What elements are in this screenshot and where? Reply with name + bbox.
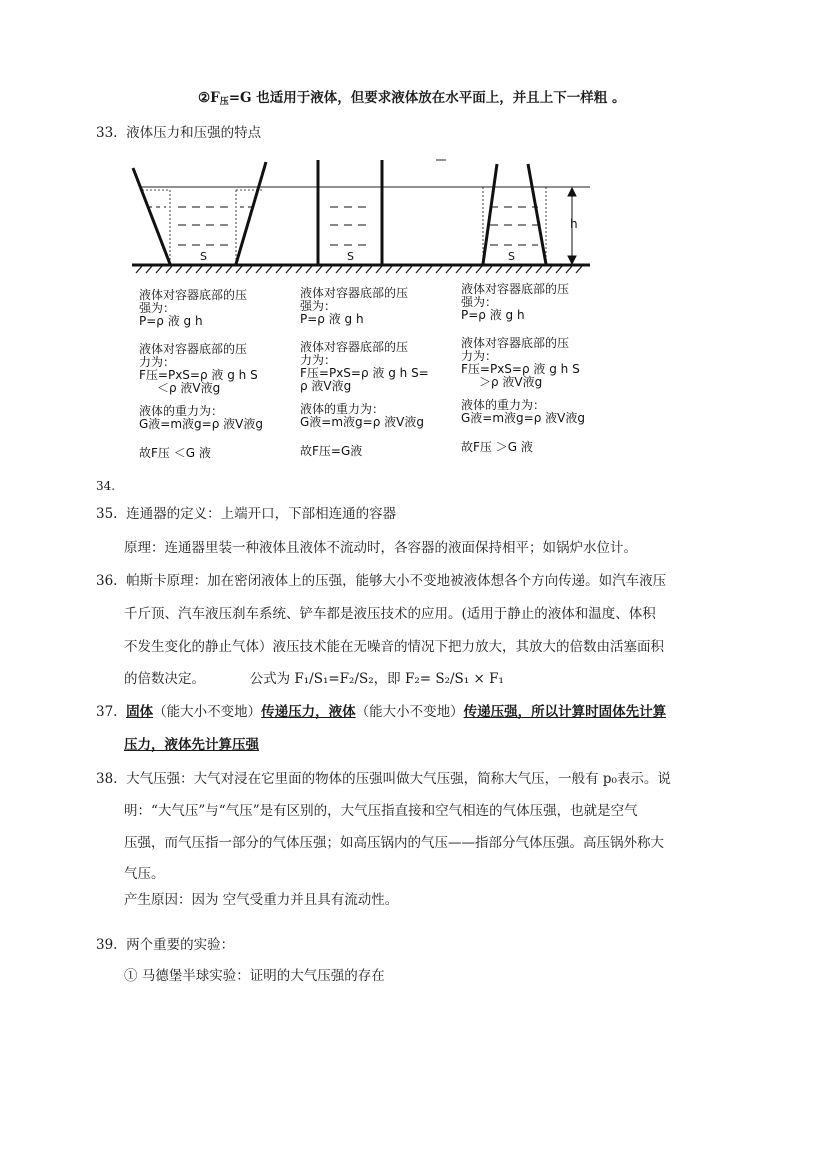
item-38-line-2: 明：“大气压”与“气压”是有区别的，大气压指直接和空气相连的气体压强，也就是空气 [124, 803, 638, 819]
item-39: 39. 两个重要的实验： [96, 937, 235, 953]
item-36-line-3: 不发生变化的静止气体）液压技术能在无噪音的情况下把力放大，其放大的倍数由活塞面积 [124, 639, 664, 655]
label-s-3: S [508, 250, 515, 263]
item-37-line-2: 压力，液体先计算压强 [124, 737, 259, 753]
item-38-cause: 产生原因：因为 空气受重力并且具有流动性。 [124, 892, 399, 908]
item-33: 33. 液体压力和压强的特点 [96, 125, 262, 141]
container-narrow-top [483, 164, 546, 264]
item-36: 36. 帕斯卡原理：加在密闭液体上的压强，能够大小不变地被液体想各个方向传递。如汽车液压 [96, 573, 667, 589]
header-note: $②F_压=G$ 也适用于液体，但要求液体放在水平面上，并且上下一样粗 。 [198, 90, 626, 107]
item-38: 38. 大气压强：大气对浸在它里面的物体的压强叫做大气压强，简称大气压，一般有 p₀表示。说 [96, 771, 671, 787]
caption-column-3: 液体对容器底部的压 强为： P=ρ 液 g h 液体对容器底部的压 力为： F压=PxS=ρ 液 g h S ＞ρ 液V液g 液体的重力为： G液=m液g=ρ 液V液g 故F压 ＞G 液 [461, 282, 585, 454]
label-s-1: S [200, 250, 207, 263]
caption-column-2: 液体对容器底部的压 强为： P=ρ 液 g h 液体对容器底部的压 力为： F压=PxS=ρ 液 g h S= ρ 液V液g 液体的重力为： G液=m液g=ρ 液V液g 故F压=G液 [300, 286, 429, 458]
item-37: 37. 固体（能大小不变地）传递压力，液体（能大小不变地）传递压强，所以计算时固体先计算 [96, 704, 667, 720]
pascal-formula: 公式为 F₁/S₁=F₂/S₂，即 F₂= S₂/S₁ × F₁ [249, 671, 504, 687]
caption-column-1: 液体对容器底部的压 强为： P=ρ 液 g h 液体对容器底部的压 力为： F压=PxS=ρ 液 g h S ＜ρ 液V液g 液体的重力为： G液=m液g=ρ 液V液g 故F压 ＜G 液 [139, 288, 263, 460]
item-38-line-4: 气压。 [124, 866, 165, 882]
item-39-sub-1: ① 马德堡半球实验：证明的大气压强的存在 [124, 968, 385, 984]
ground-hatch [136, 266, 582, 273]
label-h: h [570, 217, 578, 231]
label-s-2: S [347, 250, 354, 263]
container-straight [318, 160, 382, 264]
container-wide-top [133, 162, 266, 264]
item-35: 35. 连通器的定义：上端开口，下部相连通的容器 [96, 506, 397, 522]
item-38-line-3: 压强，而气压指一部分的气体压强；如高压锅内的气压——指部分气体压强。高压锅外称大 [124, 835, 664, 851]
item-34: 34. [96, 479, 116, 493]
liquid-pressure-figure [0, 0, 830, 300]
item-36-line-2: 千斤顶、汽车液压刹车系统、铲车都是液压技术的应用。(适用于静止的液体和温度、体积 [124, 606, 656, 622]
item-35-principle: 原理：连通器里装一种液体且液体不流动时，各容器的液面保持相平；如锅炉水位计。 [124, 540, 637, 556]
item-36-line-4: 的倍数决定。 公式为 F₁/S₁=F₂/S₂，即 F₂= S₂/S₁ × F₁ [124, 671, 504, 687]
